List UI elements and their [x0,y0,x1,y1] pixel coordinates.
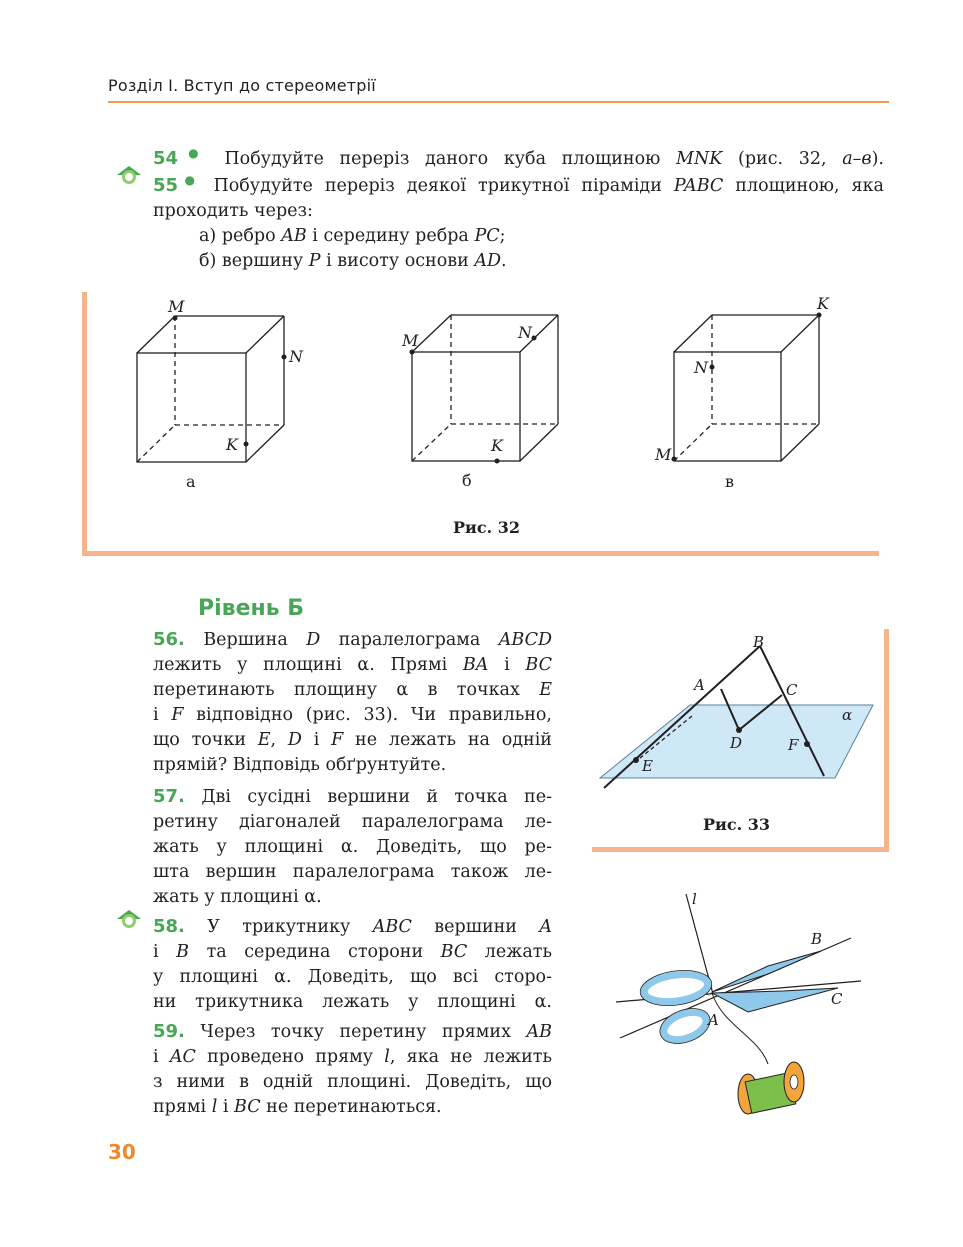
subcaption-b: б [462,471,472,490]
label-c: C [786,681,798,699]
alpha-symbol: α [396,680,409,700]
task-text: та середина сторони [189,942,441,962]
label-b: B [811,930,823,948]
task-line [153,1095,552,1120]
label-k: K [817,294,829,313]
vertex-name: P [308,250,321,271]
task-line [153,728,552,753]
task-text: ). [871,148,884,169]
alpha-symbol: α [357,655,370,675]
label-n: N [694,358,708,377]
figure-ref: а–в [842,148,872,169]
page-number: 30 [108,1140,136,1164]
task-number: 58. [153,916,185,937]
task-text: . Прямі [369,655,463,675]
task-text: відповідно (рис. 33). Чи правильно, [183,705,552,725]
task-text: Дві сусідні вершини й точка пе- [201,787,552,807]
task-line [153,990,552,1015]
task-text: площиною, яка [723,175,884,196]
task-line: шта вершин паралелограма також ле- [153,862,552,882]
point-m-a [173,316,178,321]
label-n: N [289,347,303,366]
alpha-symbol: α [304,887,317,907]
cube-c [674,315,819,461]
task-line [153,965,552,990]
task-line [153,1045,552,1070]
subcaption-c: в [725,472,735,491]
thread-spool [738,1062,804,1114]
task-text: лежать [467,942,553,962]
label-n: N [518,323,532,342]
height-name: AD [474,250,501,271]
scissors-spool-illustration [608,886,868,1118]
task-number: 57. [153,786,185,807]
task-text: Побудуйте переріз даного куба площиною [224,148,677,169]
item-text: б) вершину [199,250,309,271]
handle-upper [643,971,710,1006]
task-number: 54 [153,147,179,169]
point-name: E [257,730,271,750]
label-d: D [730,734,743,752]
point-name: F [331,730,344,750]
task-text: Вершина [203,630,307,650]
label-e: E [642,757,653,775]
point-n-c [710,365,715,370]
item-text: і висоту основи [320,250,475,271]
line-name: AC [169,1047,196,1067]
point-name: D [287,730,302,750]
figure-name: ABCD [498,630,552,650]
task-line [153,835,552,860]
point-f [804,741,810,747]
label-m: M [168,297,185,316]
task-text: паралелограма [320,630,499,650]
task-text: Побудуйте переріз деякої трикутної піраміди [213,175,674,196]
point-m-b [410,350,415,355]
alpha-symbol: α [340,837,353,857]
label-l: l [692,890,697,908]
point-k-a [244,442,249,447]
point-e [633,757,639,763]
label-k: K [491,436,503,455]
task-text: . [546,992,552,1012]
cube-a [137,316,284,462]
line-name: BC [525,655,552,675]
task-text: проведено пряму [195,1047,385,1067]
figure-32 [0,0,963,560]
side-name: BC [440,942,468,962]
task-text: перетинають площину [153,680,397,700]
task-line [153,940,552,965]
task-line [153,1019,552,1045]
task-text: і [153,1047,170,1067]
difficulty-dot: ● [178,146,209,160]
task-line: проходить через: [153,200,313,221]
task-line: прямій? Відповідь обґрунтуйте. [153,755,447,775]
label-a: A [694,676,705,694]
home-task-icon [115,908,143,930]
label-b: B [753,633,765,651]
line-name: BC [234,1097,261,1117]
task-line [153,914,552,940]
item-text: а) ребро [199,225,282,246]
task-line: з ними в одній площині. Доведіть, що [153,1072,552,1092]
point-k-c [817,313,822,318]
label-m: M [402,331,419,350]
task-text: в точках [408,680,540,700]
edge-name: PC [474,225,500,246]
plane-name: MNK [676,148,723,169]
level-title: Рівень Б [198,596,305,621]
running-header: Розділ І. Вступ до стереометрії [108,76,376,95]
point-k-b [495,459,500,464]
task-text: ни трикутника лежать у площині [153,992,535,1012]
item-text: і середину ребра [306,225,475,246]
task-56 [153,627,552,778]
edge-name: AB [281,225,307,246]
task-line [153,653,552,678]
difficulty-dot: ● [178,173,202,187]
point-n-a [282,355,287,360]
label-f: F [788,736,799,754]
figure-33-caption: Рис. 33 [703,815,771,834]
figure-32-caption: Рис. 32 [453,518,521,537]
point-m-c [672,457,677,462]
task-text: У трикутнику [207,917,373,937]
figure-name: ABC [372,917,412,937]
line-name: AB [526,1022,552,1042]
alpha-symbol: α [534,992,547,1012]
task-text: прямі [153,1097,212,1117]
alpha-symbol: α [274,967,286,987]
task-text: і [301,730,332,750]
task-text: у площині [153,967,275,987]
task-number: 59. [153,1021,185,1042]
line-name: l [211,1097,218,1117]
line-name: l [384,1047,390,1067]
item-text: . [500,250,507,271]
vertex-name: D [306,630,321,650]
task-text: вершини [411,917,540,937]
task-number: 56. [153,629,185,650]
task-text: жать у площині [153,887,305,907]
task-text: жать у площині [153,837,341,857]
label-m: M [655,445,672,464]
task-line [153,678,552,703]
point-name: F [171,705,184,725]
task-line [153,627,552,653]
task-text: . Доведіть, що ре- [352,837,552,857]
task-number: 55 [153,174,179,196]
task-line [153,885,552,910]
task-text: , яка не лежить [389,1047,552,1067]
point-d [736,727,742,733]
pyramid-name: PABC [673,175,724,196]
task-text: лежить у площині [153,655,358,675]
task-text: , [270,730,288,750]
line-name: BA [462,655,489,675]
item-text: ; [499,225,506,246]
task-text: . Доведіть, що всі сторо- [285,967,553,987]
task-line: ретину діагоналей паралелограма ле- [153,812,552,832]
label-k: K [226,435,238,454]
task-57 [153,784,552,910]
task-text: (рис. 32, [722,148,843,169]
task-59 [153,1019,552,1120]
label-a: A [708,1011,719,1029]
task-text: і [153,705,172,725]
task-58 [153,914,552,1015]
task-text: . [316,887,322,907]
task-text: Через точку перетину прямих [200,1022,527,1042]
task-text: не перетинаються. [260,1097,442,1117]
label-c: C [831,990,843,1008]
task-line [153,784,552,810]
task-text: не лежать на одній [343,730,552,750]
vertex-name: A [539,917,552,937]
task-text: що точки [153,730,258,750]
vertex-name: B [176,942,190,962]
task-text: і [217,1097,235,1117]
task-text: і [488,655,526,675]
task-text: і [153,942,177,962]
point-n-b [532,336,537,341]
label-alpha: α [842,706,853,724]
point-name: E [539,680,552,700]
handle-lower [660,1007,710,1045]
subcaption-a: а [186,472,196,491]
task-line [153,703,552,728]
